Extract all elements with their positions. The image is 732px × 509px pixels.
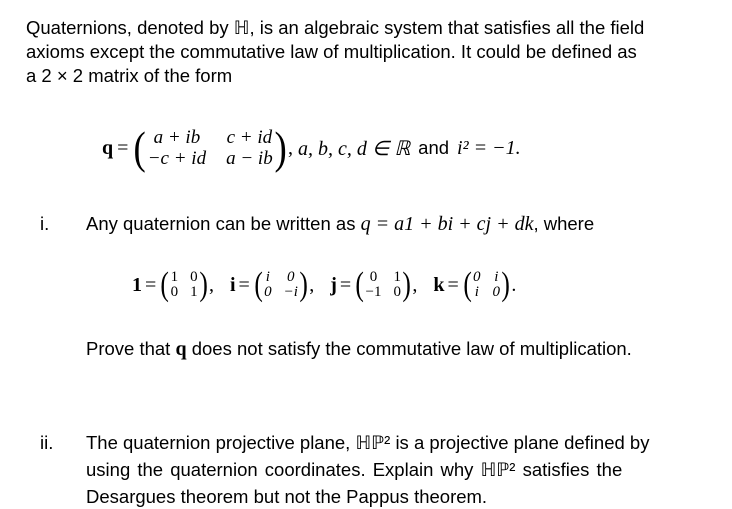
i-squared-relation: i² = −1. [457,136,521,159]
intro-line-3: a 2 × 2 matrix of the form [26,65,233,86]
q-symbol: q [102,136,114,159]
real-condition: a, b, c, d ∈ ℝ [298,137,411,160]
part-i-prove-statement [86,337,632,361]
unit-1-entry-21: 0 [170,284,179,300]
part-ii-line-1: The quaternion projective plane, ℍℙ² is a projective plane defined by [86,432,650,453]
unit-i-entry-12: 0 [287,269,295,285]
unit-j-entry-21: −1 [365,284,382,300]
intro-line-2: axioms except the commutative law of multiplication. It could be defined as [26,41,637,62]
unit-1-entry-11: 1 [170,269,179,285]
part-i-text-after: , where [533,213,595,234]
unit-k-entry-21: i [474,284,479,300]
intro-line-1: Quaternions, denoted by ℍ, is an algebraic system that satisfies all the field [26,17,645,38]
unit-k-entry-12: i [494,269,499,285]
unit-j-entry-22: 0 [393,284,401,300]
part-i-text-before: Any quaternion can be written as [86,213,356,234]
part-ii-line-2: using the quaternion coordinates. Explain why ℍℙ² satisfies the [86,459,623,480]
unit-j-matrix: ( 0 1 −1 0 ) [355,266,411,303]
unit-k-entry-11: 0 [473,269,481,285]
unit-1-matrix: ( 1 0 0 1 ) [160,266,208,303]
unit-j-label: j [330,273,337,296]
right-paren: ) [274,122,287,173]
basis-matrices: 1 = ( 1 0 0 1 ) , i = ( i 0 0 −i ) , j = ( 0 1 −1 0 ) , k = ( 0 i i 0 ) . [132,266,517,303]
unit-i-entry-22: −i [283,284,298,300]
matrix-entry-12: c + id [226,126,273,148]
quaternion-definition: q = ( a + ib c + id −c + id a − ib ) , a, b, c, d ∈ ℝ and i² = −1. [102,122,521,173]
unit-1-entry-22: 1 [190,284,198,300]
quaternion-matrix [132,122,288,173]
part-i-marker: i. [40,213,50,234]
part-ii-line-3: Desargues theorem but not the Pappus theorem. [86,486,488,507]
unit-i-entry-21: 0 [264,284,272,300]
unit-i-entry-11: i [265,269,270,285]
unit-k-entry-22: 0 [492,284,501,300]
matrix-entry-11: a + ib [153,126,201,148]
unit-j-entry-12: 1 [393,269,401,285]
matrix-entry-21: −c + id [147,147,207,169]
prove-text-after: does not satisfy the commutative law of multiplication. [191,338,632,359]
prove-q-symbol: q [175,338,187,360]
unit-k-matrix: ( 0 i i 0 ) [463,266,510,303]
unit-i-label: i [229,273,236,296]
part-i-statement [86,212,594,236]
unit-1-label: 1 [132,273,142,296]
unit-i-matrix: ( i 0 0 −i ) [254,266,308,303]
left-paren: ( [133,122,147,173]
unit-1-entry-12: 0 [190,269,198,285]
unit-j-entry-11: 0 [369,269,378,285]
matrix-entry-22: a − ib [226,147,273,169]
part-ii-marker: ii. [40,432,54,453]
prove-text-before: Prove that [86,338,171,359]
equals-sign: = [117,136,129,159]
quaternion-expansion: q = a1 + bi + cj + dk [360,213,534,235]
and-word: and [418,137,450,158]
unit-k-label: k [433,273,445,296]
